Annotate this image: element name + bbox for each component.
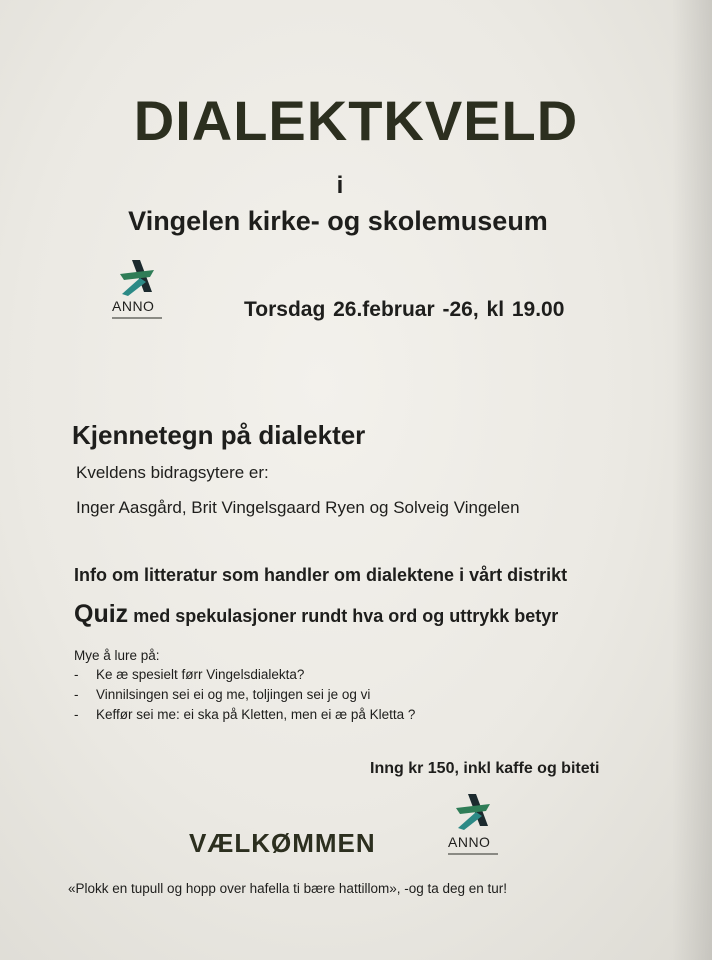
anno-logo-text: ANNO xyxy=(112,298,155,314)
anno-logo-text: ANNO xyxy=(448,834,491,850)
poster-title: DIALEKTKVELD xyxy=(133,89,579,152)
list-item: - Vinnilsingen sei ei og me, toljingen sei je og vi xyxy=(74,685,415,705)
admission-price: Inng kr 150, inkl kaffe og biteti xyxy=(370,760,600,777)
section-heading: Kjennetegn på dialekter xyxy=(72,420,366,450)
venue-name: Vingelen kirke- og skolemuseum xyxy=(128,206,548,236)
quiz-description: med spekulasjoner rundt hva ord og uttrykk betyr xyxy=(133,606,559,626)
list-dash: - xyxy=(74,667,79,682)
list-item: - Ke æ spesielt førr Vingelsdialekta? xyxy=(74,665,415,685)
title-preposition: i xyxy=(336,172,344,199)
logo-subline xyxy=(448,853,498,855)
contributors-list: Inger Aasgård, Brit Vingelsgaard Ryen og Solveig Vingelen xyxy=(76,498,520,517)
anno-star-logo-icon xyxy=(446,790,506,834)
event-date-time: Torsdag 26.februar -26, kl 19.00 xyxy=(244,298,565,321)
quiz-word: Quiz xyxy=(74,600,129,628)
logo-subline xyxy=(112,317,162,319)
anno-star-logo-icon xyxy=(110,256,170,300)
welcome-text: VÆLKØMMEN xyxy=(189,828,376,858)
list-intro: Mye å lure på: xyxy=(74,648,160,663)
quiz-line xyxy=(74,600,558,629)
anno-logo-bottom xyxy=(446,790,510,860)
question-list xyxy=(74,665,415,725)
list-dash: - xyxy=(74,687,79,702)
list-item: - Keffør sei me: ei ska på Kletten, men ei æ på Kletta ? xyxy=(74,705,415,725)
closing-quote: «Plokk en tupull og hopp over hafella ti bære hattillom», -og ta deg en tur! xyxy=(68,881,508,896)
contributors-label: Kveldens bidragsytere er: xyxy=(76,463,269,482)
list-dash: - xyxy=(74,707,79,722)
anno-logo-top xyxy=(110,256,170,324)
literature-info: Info om litteratur som handler om dialektene i vårt distrikt xyxy=(74,565,568,585)
